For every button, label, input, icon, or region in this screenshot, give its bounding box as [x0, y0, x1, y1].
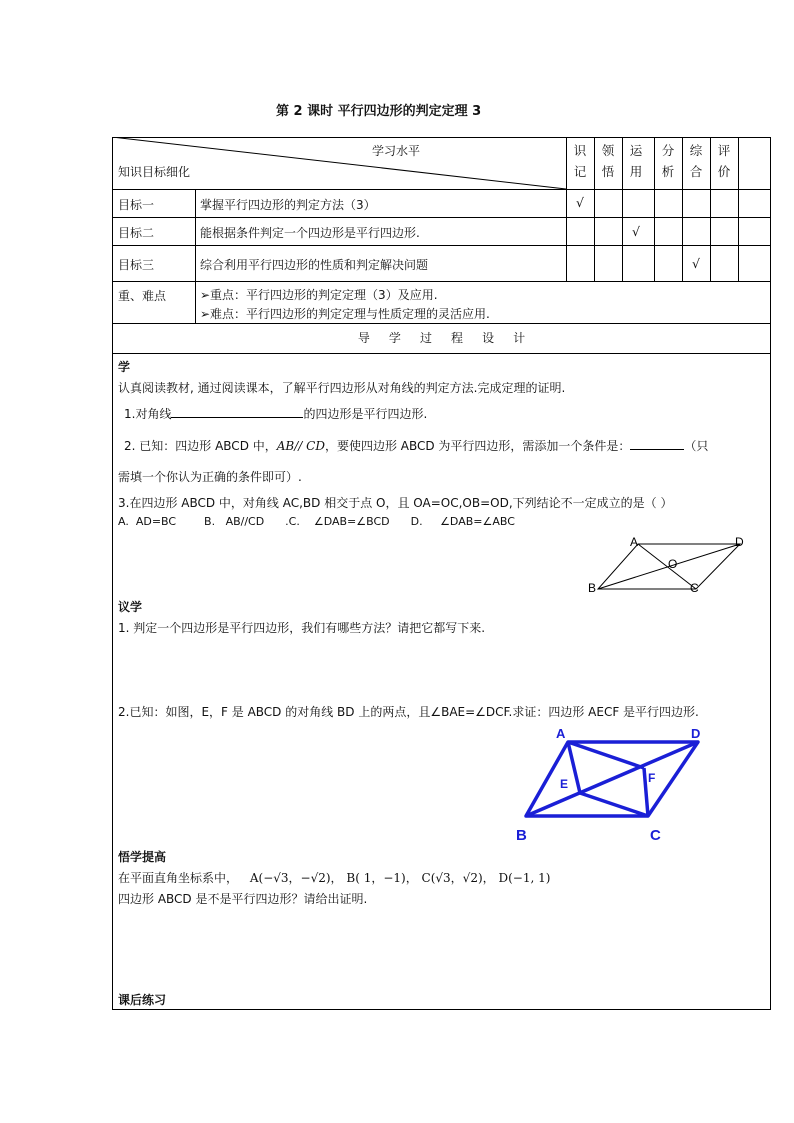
fig2-label-b: B — [516, 827, 527, 844]
goal-2-name: 目标二 — [118, 226, 155, 240]
improve-line2: 四边形 ABCD 是不是平行四边形？请给出证明. — [118, 892, 368, 906]
page-title: 第 2 课时 平行四边形的判定定理 3 — [276, 104, 482, 119]
fig2-label-d: D — [691, 726, 701, 741]
point-d: D(−1, 1) — [498, 871, 551, 885]
study-q3: 3.在四边形 ABCD 中，对角线 AC,BD 相交于点 O，且 OA=OC,OB=OD,下列结论不一定成立的是（ ） — [118, 496, 673, 510]
discuss-q2: 2.已知：如图，E，F 是 ABCD 的对角线 BD 上的两点，且∠BAE=∠DCF.求证：四边形 AECF 是平行四边形. — [118, 705, 699, 719]
difficult-point: ➢难点：平行四边形的判定定理与性质定理的灵活应用. — [200, 307, 490, 321]
discuss-q1: 1. 判定一个四边形是平行四边形，我们有哪些方法？请把它都写下来. — [118, 621, 486, 635]
goal-1-name: 目标一 — [118, 198, 155, 212]
level-analyze-top: 分 — [661, 143, 675, 158]
study-q2 — [124, 437, 708, 454]
fig2-label-a: A — [556, 726, 566, 741]
q2-mid: ，要使四边形 ABCD 为平行四边形，需添加一个条件是： — [324, 439, 631, 453]
point-c: C(√3，√2)， — [421, 871, 495, 885]
level-evaluate-bottom: 价 — [717, 164, 731, 179]
level-understand-top: 领 — [601, 143, 615, 158]
level-synthesize-top: 综 — [689, 143, 703, 158]
q1-suffix: 的四边形是平行四边形. — [303, 407, 428, 421]
q2-prefix: 2. 已知：四边形 ABCD 中， — [124, 439, 277, 453]
key-points-label: 重、难点 — [118, 289, 167, 303]
goal-3-desc: 综合利用平行四边形的性质和判定解决问题 — [200, 258, 429, 272]
figure-parallelogram-1 — [580, 532, 760, 600]
goal-2-check: √ — [632, 224, 640, 239]
fig2-label-e: E — [560, 777, 569, 791]
improve-heading: 悟学提高 — [118, 850, 167, 864]
fig2-label-f: F — [648, 771, 656, 785]
study-q1 — [124, 405, 427, 422]
q2-end: （只 — [684, 439, 709, 453]
q1-prefix: 1.对角线 — [124, 407, 172, 421]
level-understand-bottom: 悟 — [601, 164, 615, 179]
fig1-label-b: B — [588, 581, 597, 595]
study-heading: 学 — [118, 360, 131, 374]
fig1-diagonal-ac — [638, 544, 696, 589]
level-synthesize-bottom: 合 — [689, 164, 703, 179]
figure-parallelogram-2 — [510, 722, 710, 846]
q2-answer-blank[interactable] — [630, 437, 684, 450]
study-q2-line2: 需填一个你认为正确的条件即可）. — [118, 470, 302, 484]
level-recall-bottom: 记 — [573, 164, 587, 179]
study-intro: 认真阅读教材, 通过阅读课本，了解平行四边形从对角线的判定方法.完成定理的证明. — [118, 381, 566, 395]
improve-line1 — [118, 869, 550, 886]
fig1-label-c: C — [690, 581, 699, 595]
design-header: 导 学 过 程 设 计 — [357, 331, 526, 345]
fig2-label-c: C — [650, 827, 661, 844]
homework-heading: 课后练习 — [118, 993, 167, 1007]
point-b: B( 1，−1)， — [346, 871, 418, 885]
fig1-label-a: A — [630, 535, 639, 549]
level-recall-top: 识 — [573, 143, 587, 158]
goal-1-desc: 掌握平行四边形的判定方法（3） — [200, 198, 376, 212]
level-evaluate-top: 评 — [717, 143, 731, 158]
study-q3-options: A. AD=BC B. AB//CD .C. ∠DAB=∠BCD D. ∠DAB=∠ABC — [118, 515, 515, 528]
q2-given: AB// CD — [276, 439, 325, 453]
key-point: ➢重点：平行四边形的判定定理（3）及应用. — [200, 288, 438, 302]
fig2-segment-ae — [568, 742, 580, 793]
point-a: A(−√3，−√2)， — [249, 871, 343, 885]
level-apply-bottom: 用 — [629, 164, 643, 179]
goal-2-desc: 能根据条件判定一个四边形是平行四边形. — [200, 226, 420, 240]
fig2-segment-af — [568, 742, 644, 768]
goal-1-check: √ — [576, 195, 584, 210]
goal-3-name: 目标三 — [118, 258, 155, 272]
level-apply-top: 运 — [629, 143, 643, 158]
knowledge-label: 知识目标细化 — [118, 165, 191, 179]
fig1-label-o: O — [668, 557, 678, 571]
level-analyze-bottom: 析 — [661, 164, 675, 179]
q1-answer-blank[interactable] — [171, 405, 303, 418]
level-label: 学习水平 — [372, 144, 421, 158]
improve-prefix: 在平面直角坐标系中， — [118, 871, 239, 885]
goal-3-check: √ — [692, 256, 700, 271]
fig1-label-d: D — [735, 535, 744, 549]
discuss-heading: 议学 — [118, 600, 143, 614]
fig2-segment-ec — [580, 793, 648, 816]
